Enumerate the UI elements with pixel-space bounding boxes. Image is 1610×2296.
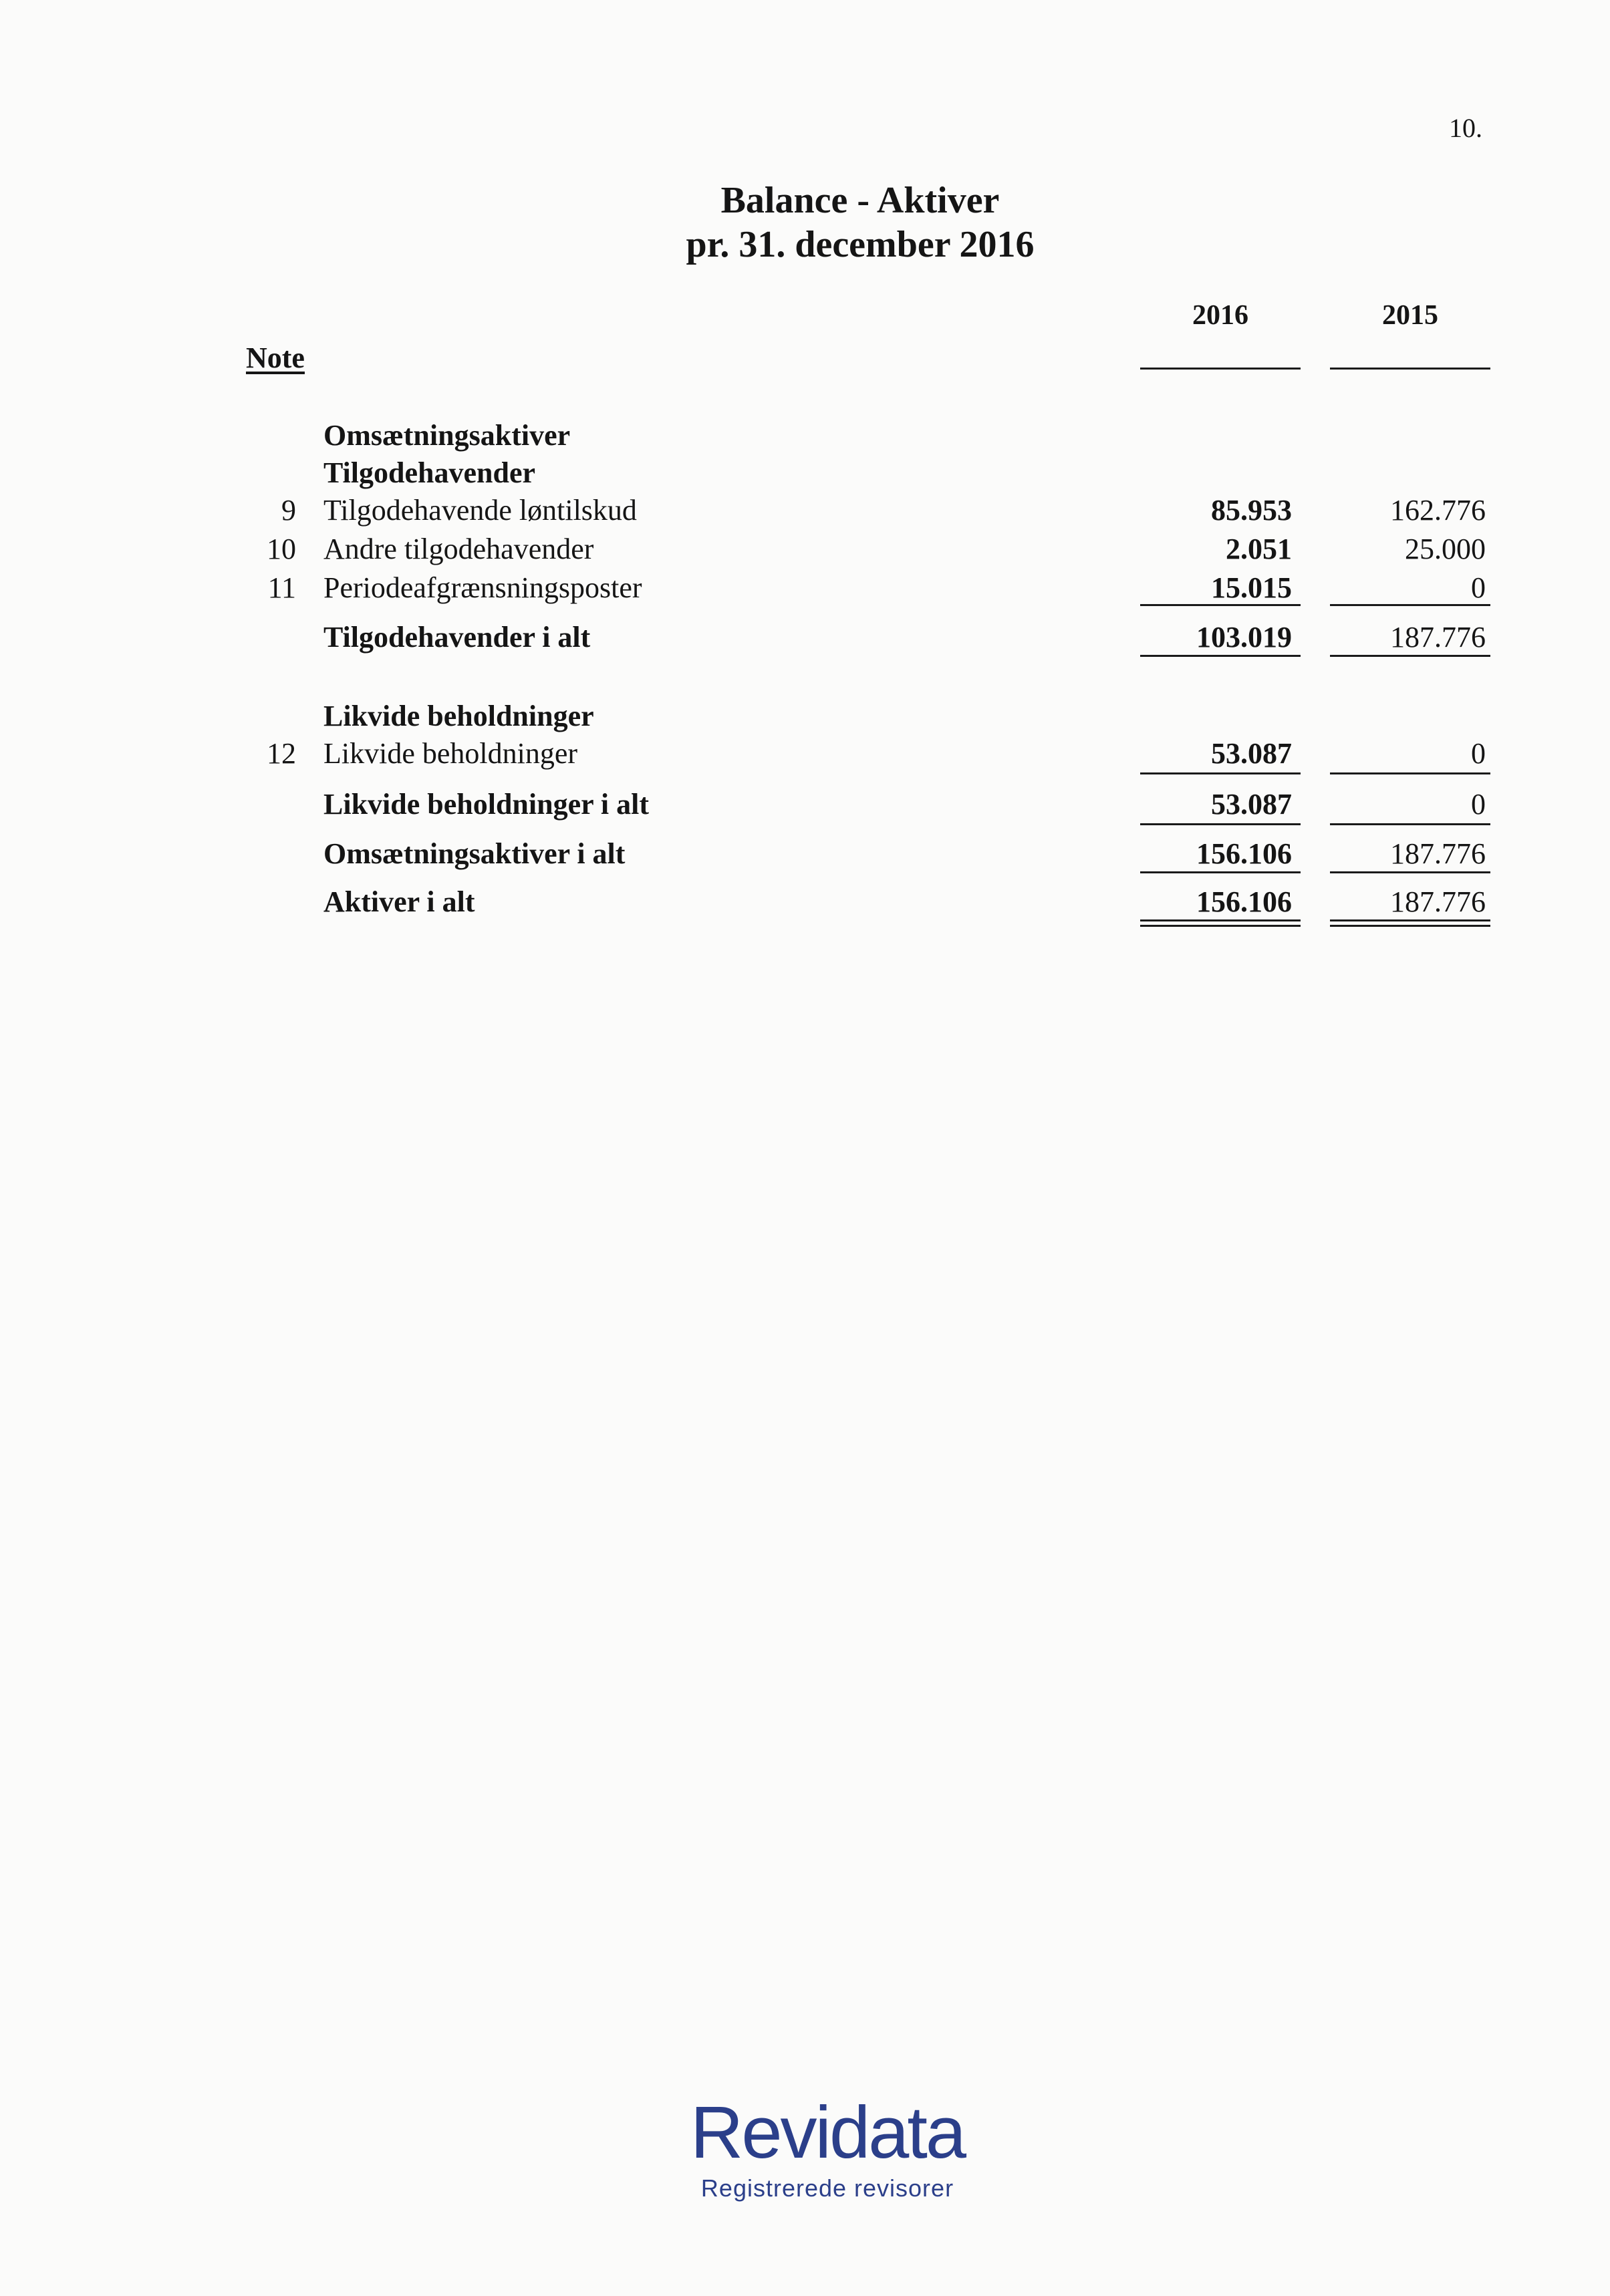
row-value-2016: 53.087 [1211, 737, 1292, 770]
row-note: 11 [267, 571, 296, 604]
row-value-2016: 85.953 [1211, 494, 1292, 527]
row-value-2015: 187.776 [1390, 837, 1486, 870]
grand-total-rule-2016 [1140, 919, 1301, 921]
row-label: Aktiver i alt [323, 885, 475, 918]
grand-total-rule-2015 [1330, 919, 1490, 921]
row-note: 12 [267, 737, 296, 770]
subtotal-rule-2016 [1140, 772, 1301, 774]
page-number: 10. [1449, 113, 1482, 143]
row-value-2015: 25.000 [1405, 533, 1486, 565]
row-note: 9 [281, 494, 296, 527]
row-value-2015: 187.776 [1390, 885, 1486, 918]
row-value-2015: 162.776 [1390, 494, 1486, 527]
row-value-2016: 156.106 [1196, 885, 1292, 918]
row-label: Tilgodehavender [323, 456, 536, 489]
row-label: Periodeafgrænsningsposter [323, 571, 642, 604]
table-row [0, 837, 1610, 875]
company-logo [0, 2093, 1610, 2202]
subtotal-rule-2016 [1140, 604, 1301, 606]
row-label: Tilgodehavende løntilskud [323, 494, 637, 527]
table-row [0, 736, 1610, 775]
table-row [0, 620, 1610, 659]
row-label: Likvide beholdninger [323, 737, 578, 770]
row-value-2015: 187.776 [1390, 621, 1486, 654]
row-value-2016: 15.015 [1211, 571, 1292, 604]
row-value-2015: 0 [1471, 571, 1486, 604]
row-value-2016: 53.087 [1211, 788, 1292, 821]
row-label: Omsætningsaktiver [323, 419, 571, 452]
table-row [0, 456, 1610, 494]
total-rule-2015 [1330, 655, 1490, 657]
table-row [0, 885, 1610, 923]
note-column-header: Note [246, 341, 305, 374]
row-note: 10 [267, 533, 296, 565]
row-value-2016: 156.106 [1196, 837, 1292, 870]
logo-tagline: Registrerede revisorer [700, 2174, 954, 2202]
table-row [0, 493, 1610, 532]
page-title: Balance - Aktiver [720, 180, 1000, 221]
row-value-2015: 0 [1471, 737, 1486, 770]
row-value-2015: 0 [1471, 788, 1486, 821]
header-rule-2016 [1140, 368, 1301, 370]
subtotal-rule-2015 [1330, 772, 1490, 774]
table-row [0, 699, 1610, 738]
row-label: Omsætningsaktiver i alt [323, 837, 626, 870]
row-label: Likvide beholdninger i alt [323, 788, 649, 821]
total-rule-2016 [1140, 823, 1301, 825]
header-rule-2015 [1330, 368, 1490, 370]
row-label: Likvide beholdninger [323, 700, 594, 732]
page-subtitle: pr. 31. december 2016 [686, 224, 1035, 265]
row-label: Andre tilgodehavender [323, 533, 594, 565]
grand-total-rule-2015-double [1330, 925, 1490, 927]
row-value-2016: 103.019 [1196, 621, 1292, 654]
year-2015-header: 2015 [1382, 300, 1438, 331]
table-row [0, 532, 1610, 571]
row-value-2016: 2.051 [1226, 533, 1292, 565]
grand-total-rule-2016-double [1140, 925, 1301, 927]
table-row [0, 787, 1610, 826]
total-rule-2015 [1330, 823, 1490, 825]
row-label: Tilgodehavender i alt [323, 621, 591, 654]
year-2016-header: 2016 [1192, 300, 1248, 331]
total-rule-2015 [1330, 871, 1490, 873]
total-rule-2016 [1140, 871, 1301, 873]
table-row [0, 418, 1610, 457]
total-rule-2016 [1140, 655, 1301, 657]
logo-name: Revidata [690, 2092, 965, 2174]
subtotal-rule-2015 [1330, 604, 1490, 606]
